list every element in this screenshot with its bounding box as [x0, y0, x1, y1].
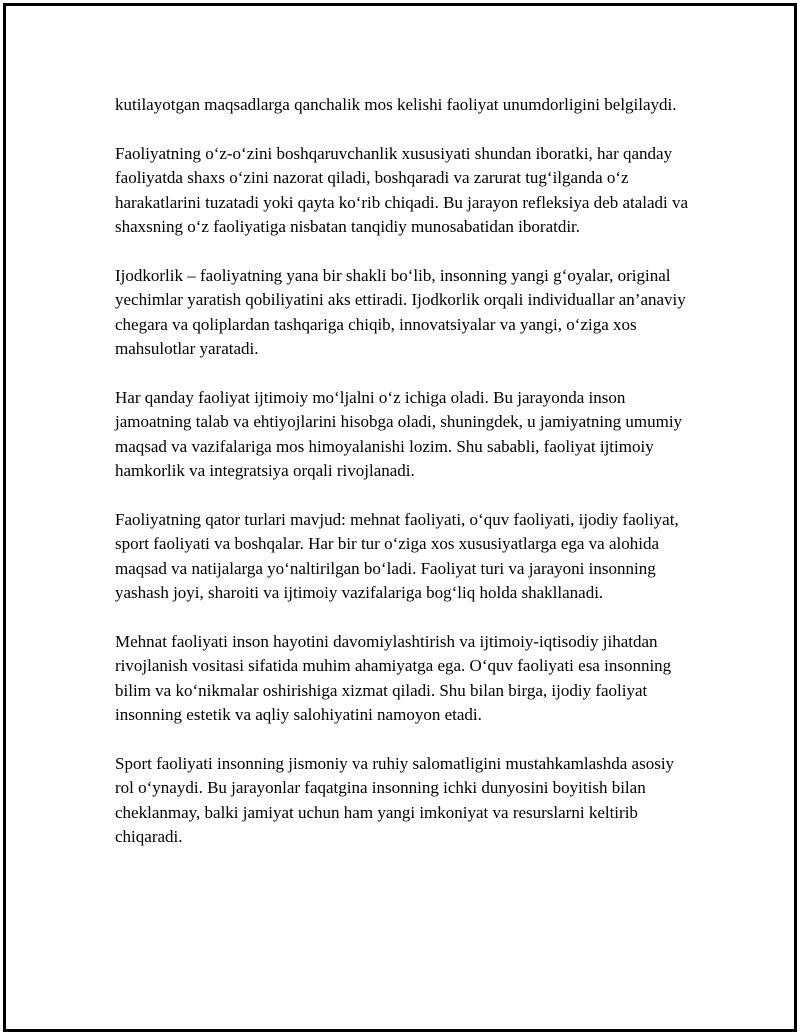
paragraph: Faoliyatning qator turlari mavjud: mehnat faoliyati, o‘quv faoliyati, ijodiy faoliyat, sport faoliyati va boshqalar. Har bir tur o‘ziga xos xususiyatlarga ega va alohida maqsad va natijalarga yo‘naltirilgan bo‘ladi. Faoliyat turi va jarayoni insonning yashash joyi, sharoiti va ijtimoiy vazifalariga bog‘liq holda shakllanadi.: [115, 509, 679, 603]
paragraph: Ijodkorlik – faoliyatning yana bir shakli bo‘lib, insonning yangi g‘oyalar, original yechimlar yaratish qobiliyatini aks ettiradi. Ijodkorlik orqali individuallar an’anaviy chegara va qoliplardan tashqariga chiqib, innovatsiyalar va yangi, o‘ziga xos mahsulotlar yaratadi.: [115, 265, 686, 359]
document-body: [115, 93, 690, 874]
paragraph: Har qanday faoliyat ijtimoiy mo‘ljalni o‘z ichiga oladi. Bu jarayonda inson jamoatning talab va ehtiyojlarini hisobga oladi, shuningdek, u jamiyatning umumiy maqsad va vazifalariga mos himoyalanishi lozim. Shu sababli, faoliyat ijtimoiy hamkorlik va integratsiya orqali rivojlanadi.: [115, 387, 683, 481]
paragraph: Sport faoliyati insonning jismoniy va ruhiy salomatligini mustahkamlashda asosiy rol o‘ynaydi. Bu jarayonlar faqatgina insonning ichki dunyosini boyitish bilan cheklanmay, balki jamiyat uchun ham yangi imkoniyat va resurslarni keltirib chiqaradi.: [115, 753, 675, 847]
paragraph: Mehnat faoliyati inson hayotini davomiylashtirish va ijtimoiy-iqtisodiy jihatdan rivojlanish vositasi sifatida muhim ahamiyatga ega. O‘quv faoliyati esa insonning bilim va ko‘nikmalar oshirishiga xizmat qiladi. Shu bilan birga, ijodiy faoliyat insonning estetik va aqliy salohiyatini namoyon etadi.: [115, 631, 672, 725]
paragraph: kutilayotgan maqsadlarga qanchalik mos kelishi faoliyat unumdorligini belgilaydi.: [115, 95, 677, 114]
paragraph: Faoliyatning o‘z-o‘zini boshqaruvchanlik xususiyati shundan iboratki, har qanday faoliyatda shaxs o‘zini nazorat qiladi, boshqaradi va zarurat tug‘ilganda o‘z harakatlarini tuzatadi yoki qayta ko‘rib chiqadi. Bu jarayon refleksiya deb ataladi va shaxsning o‘z faoliyatiga nisbatan tanqidiy munosabatidan iboratdir.: [115, 143, 689, 237]
